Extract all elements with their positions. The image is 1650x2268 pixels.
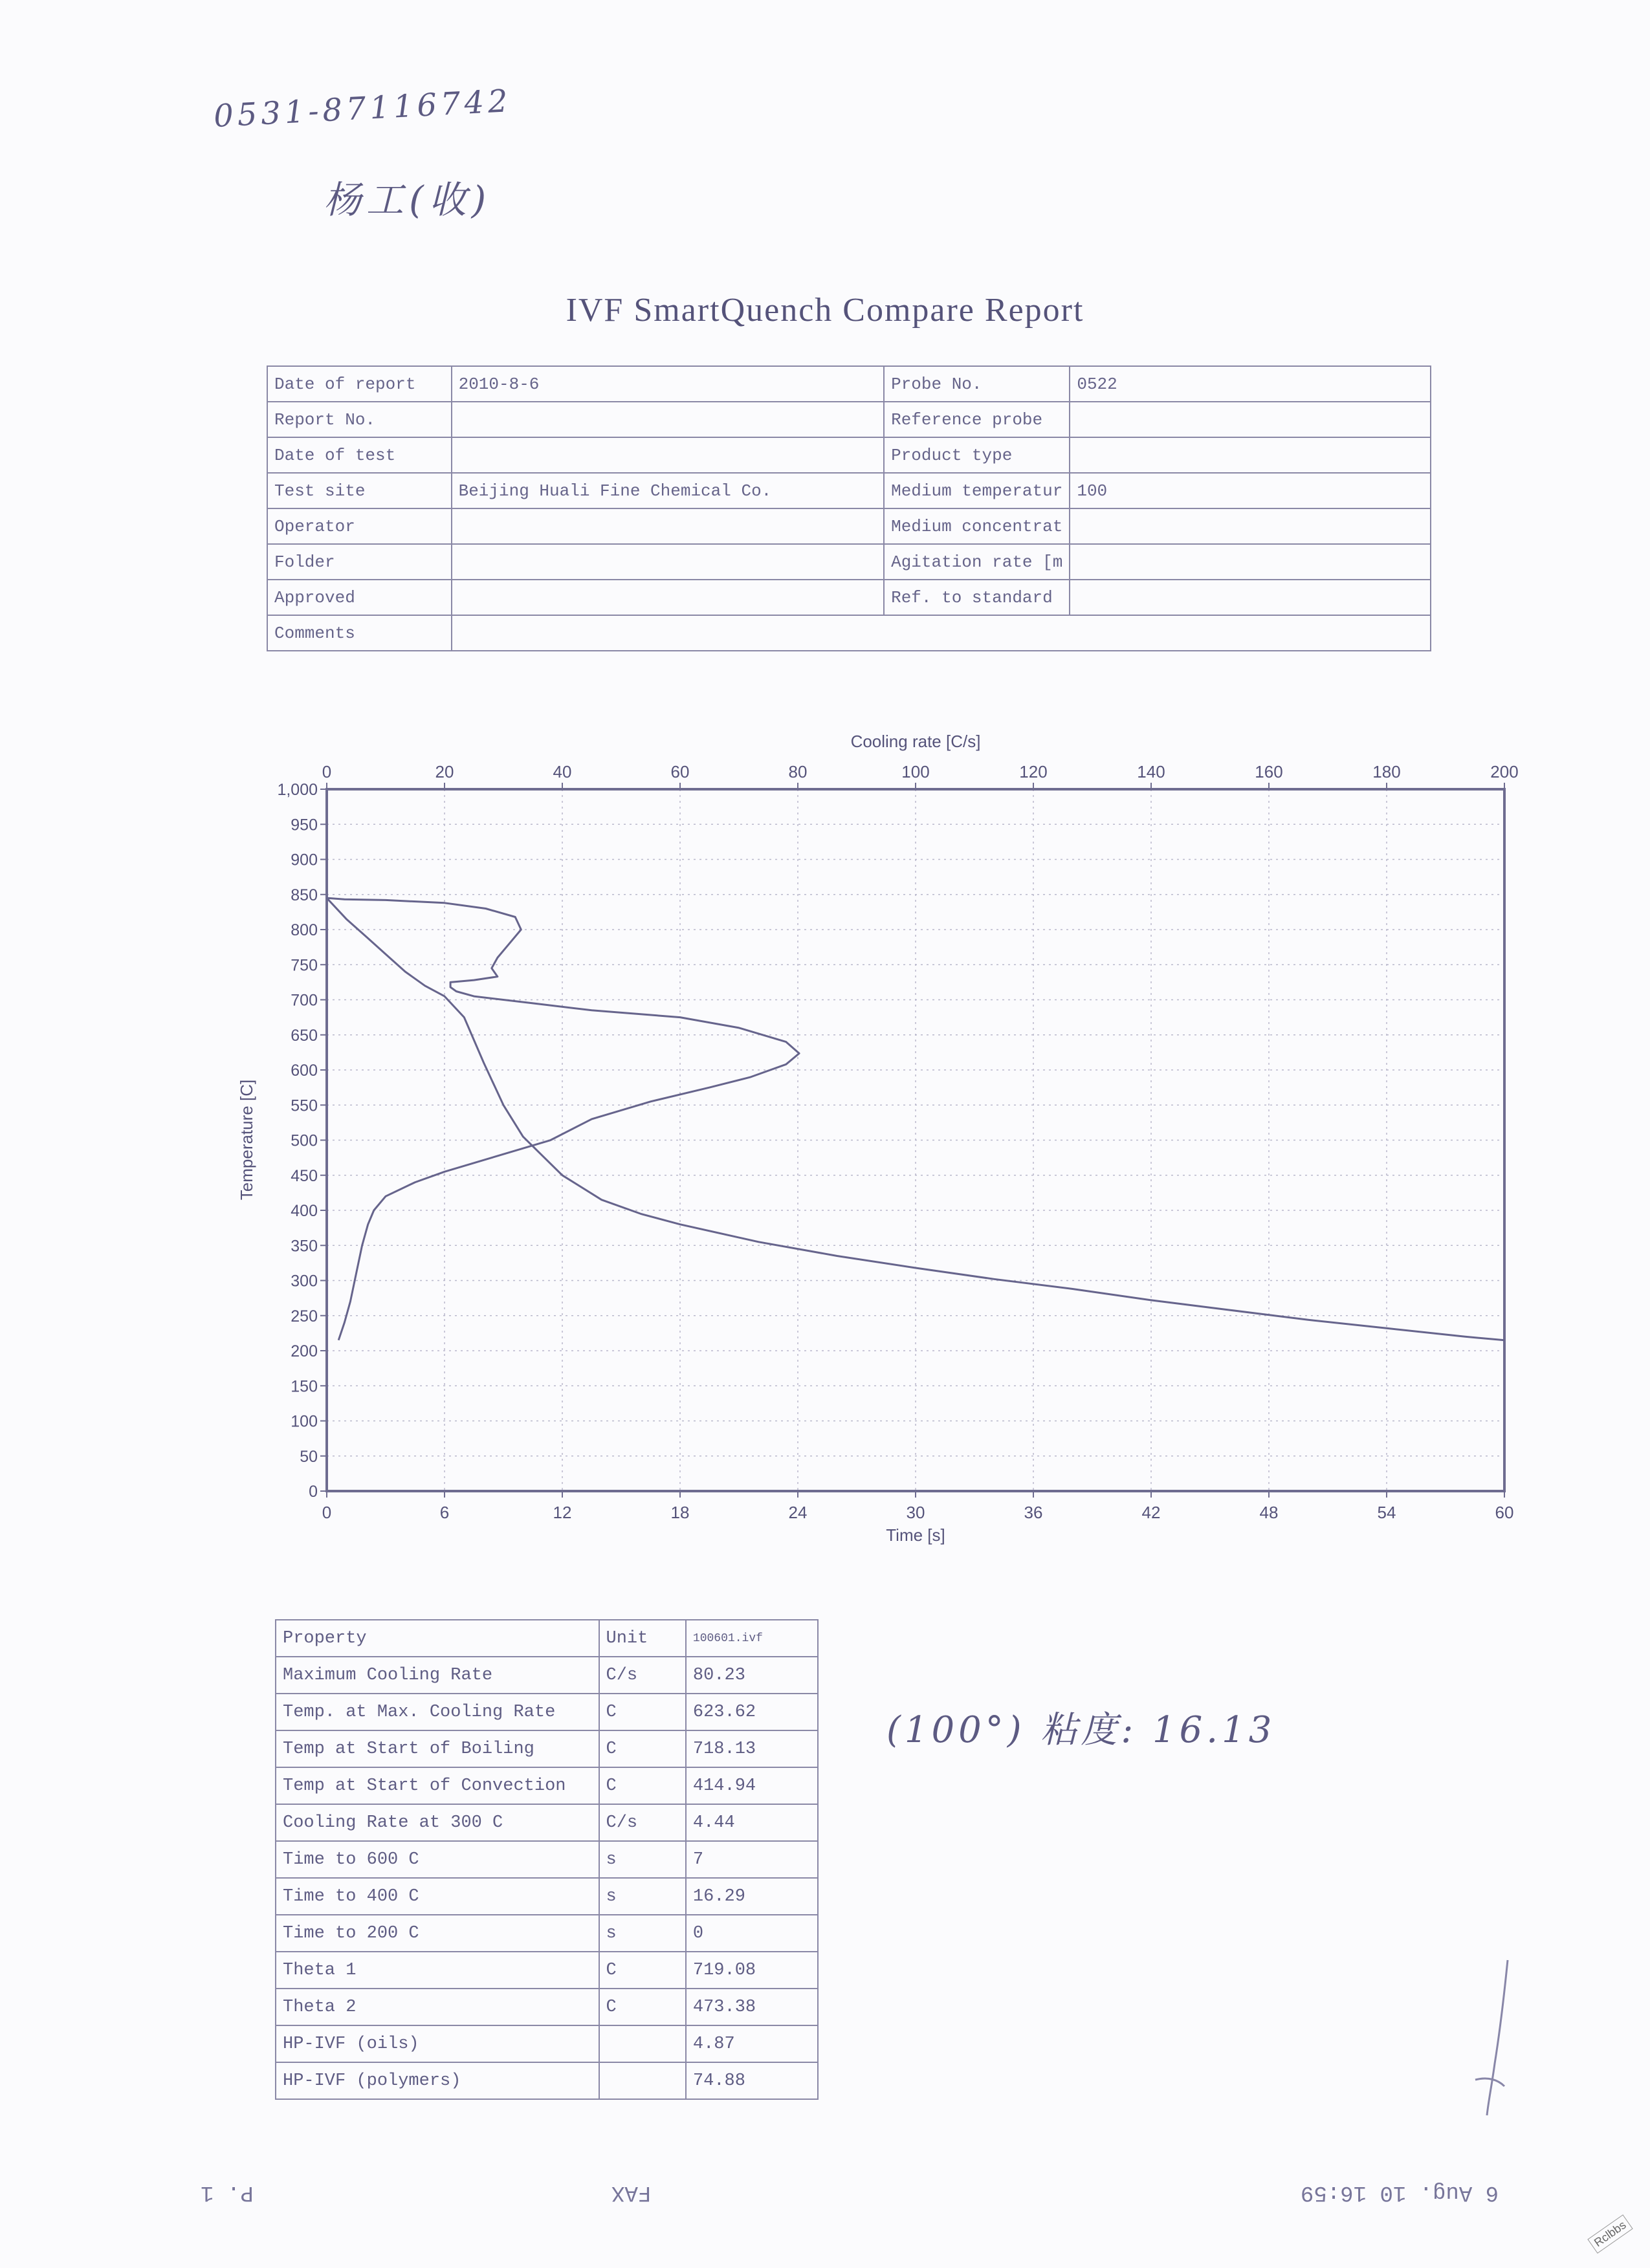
property-row [276, 1989, 818, 2025]
fax-page-number: P. 1 [201, 2180, 254, 2205]
chart-grid [327, 789, 1504, 1491]
info-row [267, 473, 1431, 508]
header-property: Property [276, 1620, 599, 1657]
info-label: Approved [267, 580, 452, 615]
y-tick-label: 650 [291, 1026, 318, 1045]
property-unit: C [599, 1694, 686, 1730]
y-tick-label: 400 [291, 1202, 318, 1220]
x-tick-label: 60 [1495, 1503, 1514, 1522]
y-tick-label: 800 [291, 921, 318, 939]
x2-tick-label: 120 [1019, 762, 1048, 781]
property-row [276, 1841, 818, 1878]
comments-label: Comments [267, 615, 452, 651]
property-unit: C [599, 1730, 686, 1767]
property-value: 473.38 [686, 1989, 818, 2025]
x2-tick-label: 100 [901, 762, 930, 781]
property-unit: C/s [599, 1804, 686, 1841]
info-label: Operator [267, 508, 452, 544]
x-tick-label: 24 [788, 1503, 808, 1522]
info-value: 0522 [1070, 366, 1431, 402]
y-tick-label: 850 [291, 886, 318, 904]
info-value [1070, 508, 1431, 544]
info-value: 2010-8-6 [452, 366, 885, 402]
cooling-curve-chart [220, 725, 1540, 1565]
info-row [267, 402, 1431, 437]
x2-tick-label: 80 [788, 762, 808, 781]
y-tick-label: 550 [291, 1096, 318, 1115]
info-value [1070, 544, 1431, 580]
x2-tick-label: 0 [322, 762, 332, 781]
info-value [452, 580, 885, 615]
info-label: Agitation rate [m [884, 544, 1070, 580]
y-tick-label: 500 [291, 1131, 318, 1150]
x2-tick-label: 200 [1490, 762, 1519, 781]
x2-tick-label: 140 [1137, 762, 1165, 781]
info-label: Date of test [267, 437, 452, 473]
info-label: Reference probe [884, 402, 1070, 437]
handwritten-recipient: 杨工(收) [324, 178, 492, 222]
report-title: IVF SmartQuench Compare Report [566, 292, 1084, 329]
y-tick-label: 250 [291, 1307, 318, 1325]
info-value: 100 [1070, 473, 1431, 508]
y-tick-label: 50 [300, 1447, 318, 1466]
property-unit [599, 2062, 686, 2099]
property-unit [599, 2025, 686, 2062]
info-label: Report No. [267, 402, 452, 437]
property-name: Time to 200 C [276, 1915, 599, 1952]
property-unit: s [599, 1841, 686, 1878]
info-label: Folder [267, 544, 452, 580]
x2-tick-label: 40 [553, 762, 572, 781]
info-row [267, 580, 1431, 615]
property-value: 4.87 [686, 2025, 818, 2062]
property-row [276, 1804, 818, 1841]
property-name: HP-IVF (polymers) [276, 2062, 599, 2099]
x2-tick-label: 20 [435, 762, 454, 781]
y-tick-label: 100 [291, 1412, 318, 1431]
info-label: Medium temperatur [884, 473, 1070, 508]
header-unit: Unit [599, 1620, 686, 1657]
y-tick-label: 0 [309, 1483, 318, 1501]
property-value: 718.13 [686, 1730, 818, 1767]
property-row [276, 1767, 818, 1804]
property-row [276, 1657, 818, 1694]
property-unit: s [599, 1878, 686, 1915]
info-value [1070, 402, 1431, 437]
property-row [276, 1915, 818, 1952]
fax-label: FAX [611, 2180, 652, 2205]
x-tick-label: 6 [439, 1503, 450, 1522]
y-tick-label: 1,000 [277, 781, 318, 799]
y-tick-label: 300 [291, 1272, 318, 1291]
property-value: 74.88 [686, 2062, 818, 2099]
property-name: Theta 1 [276, 1952, 599, 1989]
property-name: Theta 2 [276, 1989, 599, 2025]
property-name: Time to 600 C [276, 1841, 599, 1878]
property-value: 7 [686, 1841, 818, 1878]
handwritten-margin-mark [1469, 1954, 1527, 2122]
x-tick-label: 42 [1141, 1503, 1161, 1522]
info-comments-row [267, 615, 1431, 651]
x2-tick-label: 180 [1372, 762, 1401, 781]
header-file: 100601.ivf [686, 1620, 818, 1657]
property-unit: C [599, 1952, 686, 1989]
x-tick-label: 18 [670, 1503, 690, 1522]
y-tick-label: 950 [291, 816, 318, 834]
info-value [1070, 437, 1431, 473]
property-value: 0 [686, 1915, 818, 1952]
handwritten-phone: 0531-87116742 [212, 82, 512, 135]
x-tick-label: 30 [906, 1503, 925, 1522]
y-axis-label: Temperature [C] [237, 1079, 256, 1201]
y-tick-label: 700 [291, 991, 318, 1010]
property-name: Temp at Start of Convection [276, 1767, 599, 1804]
property-row [276, 2025, 818, 2062]
x-tick-label: 36 [1024, 1503, 1043, 1522]
property-value: 4.44 [686, 1804, 818, 1841]
x-tick-label: 54 [1377, 1503, 1396, 1522]
property-row [276, 1952, 818, 1989]
property-value: 414.94 [686, 1767, 818, 1804]
y-tick-label: 900 [291, 851, 318, 869]
y-tick-label: 200 [291, 1342, 318, 1360]
info-value [452, 437, 885, 473]
x2-axis-label: Cooling rate [C/s] [850, 732, 981, 751]
property-row [276, 2062, 818, 2099]
info-value [1070, 580, 1431, 615]
property-unit: C/s [599, 1657, 686, 1694]
property-name: Cooling Rate at 300 C [276, 1804, 599, 1841]
info-row [267, 366, 1431, 402]
info-row [267, 508, 1431, 544]
chart-axes [277, 762, 1518, 1522]
info-label: Test site [267, 473, 452, 508]
x-tick-label: 0 [322, 1503, 332, 1522]
property-row [276, 1730, 818, 1767]
comments-value [452, 615, 1431, 651]
report-info-table [267, 365, 1431, 651]
info-row [267, 544, 1431, 580]
info-value: Beijing Huali Fine Chemical Co. [452, 473, 885, 508]
watermark-stamp: Rclbbs [1587, 2214, 1633, 2254]
info-row [267, 437, 1431, 473]
property-unit: s [599, 1915, 686, 1952]
x2-tick-label: 160 [1255, 762, 1283, 781]
info-label: Product type [884, 437, 1070, 473]
x-axis-label: Time [s] [886, 1525, 945, 1545]
x-tick-label: 12 [553, 1503, 572, 1522]
property-name: HP-IVF (oils) [276, 2025, 599, 2062]
property-table [275, 1619, 819, 2100]
property-unit: C [599, 1989, 686, 2025]
property-name: Temp. at Max. Cooling Rate [276, 1694, 599, 1730]
property-value: 16.29 [686, 1878, 818, 1915]
y-tick-label: 150 [291, 1377, 318, 1396]
property-name: Maximum Cooling Rate [276, 1657, 599, 1694]
y-tick-label: 600 [291, 1062, 318, 1080]
info-label: Probe No. [884, 366, 1070, 402]
property-name: Time to 400 C [276, 1878, 599, 1915]
property-value: 719.08 [686, 1952, 818, 1989]
fax-timestamp: 6 Aug. 10 16:59 [1301, 2180, 1499, 2205]
info-value [452, 544, 885, 580]
property-value: 623.62 [686, 1694, 818, 1730]
handwritten-viscosity-note: (100°) 粘度: 16.13 [886, 1709, 1276, 1751]
property-value: 80.23 [686, 1657, 818, 1694]
property-row [276, 1694, 818, 1730]
property-table-header [276, 1620, 818, 1657]
info-value [452, 402, 885, 437]
property-unit: C [599, 1767, 686, 1804]
info-value [452, 508, 885, 544]
x-tick-label: 48 [1259, 1503, 1279, 1522]
info-label: Medium concentrat [884, 508, 1070, 544]
property-name: Temp at Start of Boiling [276, 1730, 599, 1767]
y-tick-label: 450 [291, 1166, 318, 1185]
x2-tick-label: 60 [670, 762, 690, 781]
property-row [276, 1878, 818, 1915]
info-label: Ref. to standard [884, 580, 1070, 615]
y-tick-label: 750 [291, 956, 318, 975]
info-label: Date of report [267, 366, 452, 402]
y-tick-label: 350 [291, 1237, 318, 1256]
